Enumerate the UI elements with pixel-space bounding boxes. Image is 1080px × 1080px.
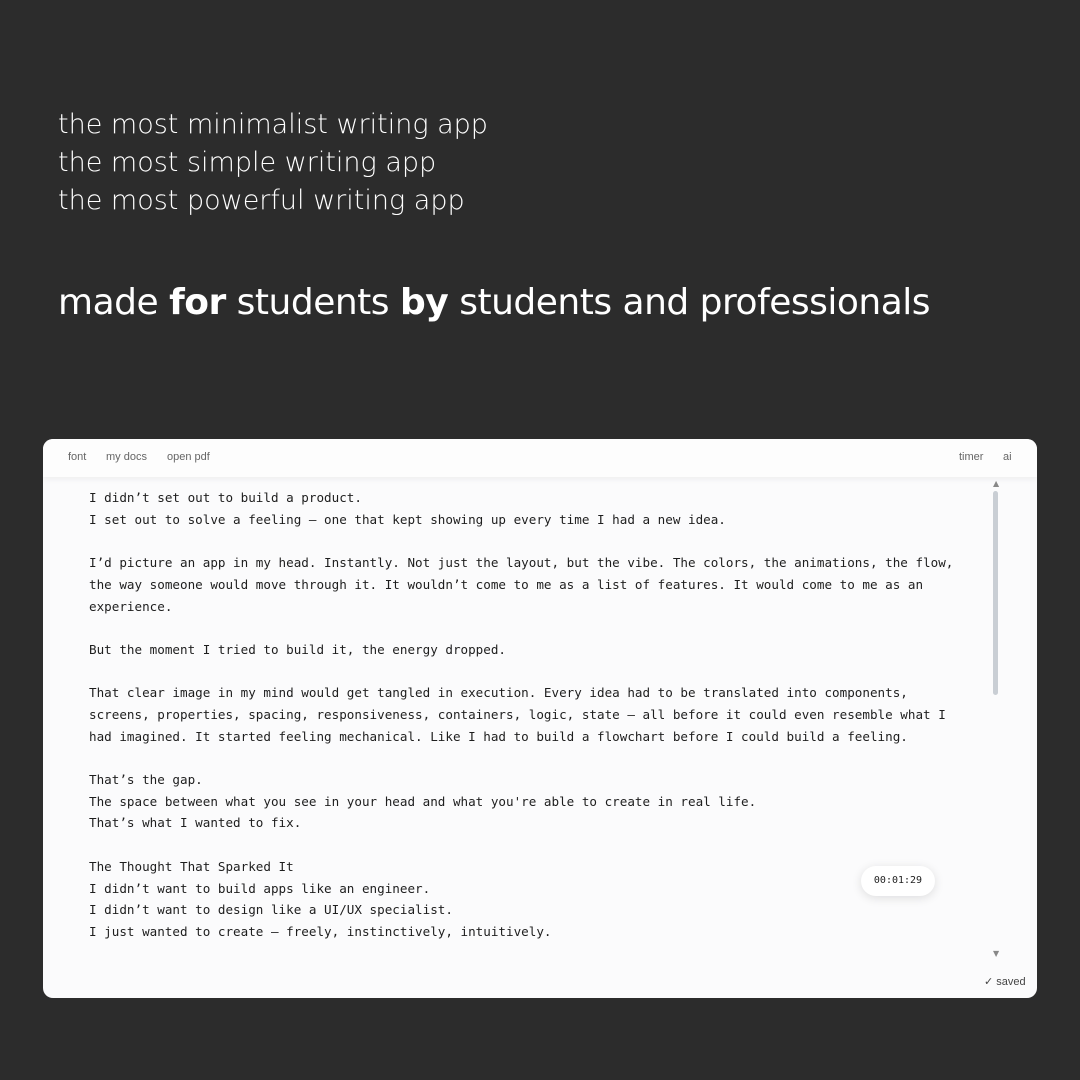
editor-blank-line [89,747,989,769]
tagline-powerful: the most powerful writing app [58,185,465,216]
editor-line: That’s the gap. [89,772,203,788]
timer-display[interactable]: 00:01:29 [861,866,935,896]
editor-blank-line [89,617,989,639]
editor-blank-line [89,661,989,683]
chevron-up-icon[interactable]: ▲ [993,479,1000,488]
ai-button[interactable]: ai [1003,451,1012,463]
editor-line: That clear image in my mind would get tangled in execution. Every idea had to be translated into components, [89,685,908,701]
editor-line: screens, properties, spacing, responsiveness, containers, logic, state — all before it could even resemble what I [89,706,946,722]
editor-line: the way someone would move through it. It wouldn’t come to me as a list of features. It would come to me as an [89,576,924,592]
tagline-simple: the most simple writing app [58,147,437,178]
editor-line: But the moment I tried to build it, the energy dropped. [89,641,507,657]
editor-line: I set out to solve a feeling — one that kept showing up every time I had a new idea. [89,511,726,527]
my-docs-button[interactable]: my docs [106,451,147,463]
editor-line: I didn’t set out to build a product. [89,490,362,505]
editor-line: I didn’t want to build apps like an engineer. [89,880,431,896]
editor-text-area[interactable] [89,487,989,943]
app-window [43,439,1037,998]
editor-blank-line [89,834,989,856]
toolbar [43,439,1037,477]
scroll-thumb[interactable] [993,491,998,695]
font-menu-button[interactable]: font [68,451,87,463]
editor-line: The Thought That Sparked It [89,858,294,874]
chevron-down-icon[interactable]: ▼ [993,949,1000,958]
headline-part-1: made [58,282,170,323]
scrollbar[interactable] [989,479,1003,965]
editor-line: had imagined. It started feeling mechanical. Like I had to build a flowchart before I could build a feeling. [89,728,908,744]
editor-line: I just wanted to create — freely, instinctively, intuitively. [89,923,552,939]
open-pdf-button[interactable]: open pdf [167,451,210,463]
editor-line: I’d picture an app in my head. Instantly. Not just the layout, but the vibe. The colors, the animations, the flow, [89,555,954,571]
headline-part-3: students and professionals [448,282,931,323]
editor-blank-line [89,530,989,552]
editor-line: I didn’t want to design like a UI/UX specialist. [89,902,453,918]
headline [58,282,930,323]
saved-status: ✓ saved [984,976,1026,988]
editor-line: The space between what you see in your head and what you're able to create in real life. [89,793,757,809]
taglines [58,106,488,220]
headline-part-2: students [225,282,400,323]
timer-button[interactable]: timer [959,451,984,463]
editor-line: That’s what I wanted to fix. [89,815,302,831]
editor-line: experience. [89,598,173,614]
tagline-minimalist: the most minimalist writing app [58,109,488,140]
headline-bold-by: by [400,282,449,323]
headline-bold-for: for [169,282,226,323]
